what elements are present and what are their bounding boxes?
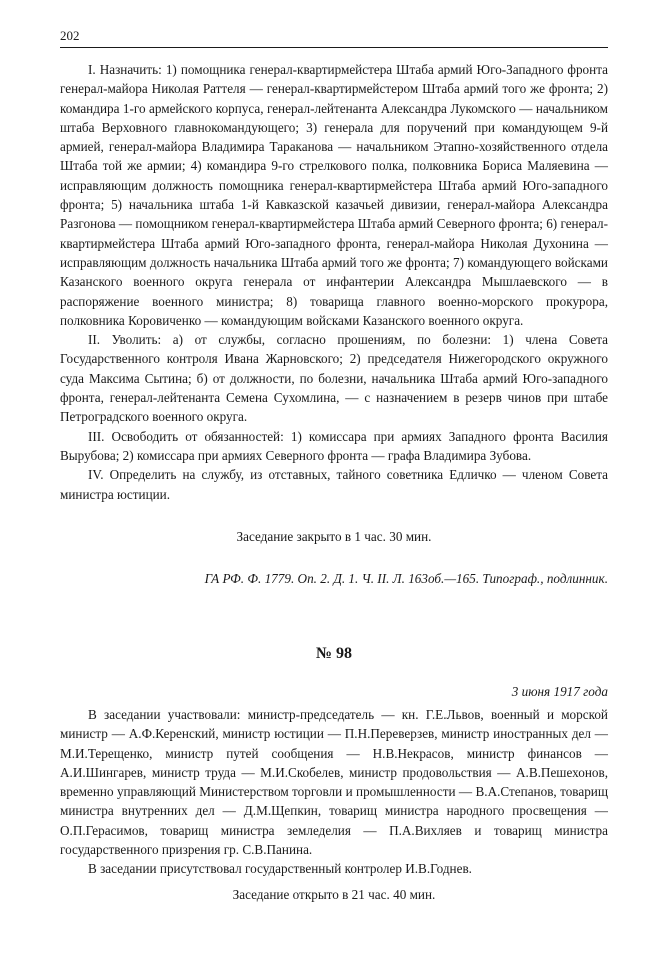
- document-98-body: [60, 705, 608, 879]
- meeting-closed-note: Заседание закрыто в 1 час. 30 мин.: [236, 529, 432, 544]
- paragraph-release: III. Освободить от обязанностей: 1) комиссара при армиях Западного фронта Василия Вырубова; 2) комиссара при армиях Северного фронта — графа Владимира Зубова.: [60, 428, 608, 463]
- paragraph-participants: В заседании участвовали: министр-председатель — кн. Г.Е.Львов, военный и морской министр — А.Ф.Керенский, министр юстиции — П.Н.Переверзев, министр иностранных дел — М.И.Терещенко, министр путей сообщения — Н.В.Некрасов, министр финансов — А.И.Шингарев, министр труда — М.И.Скобелев, министр продовольствия — А.В.Пешехонов, временно управляющий Министерством торговли и промышленности — В.А.Степанов, товарищ министра внутренних дел — Д.М.Щепкин, товарищ министра народного просвещения — О.П.Герасимов, товарищ министра земледелия — П.А.Вихляев и товарищ министра государственного призрения гр. С.В.Панина.: [60, 707, 608, 858]
- archive-source-reference: ГА РФ. Ф. 1779. Оп. 2. Д. 1. Ч. II. Л. 163об.—165. Типограф., подлинник.: [204, 571, 608, 586]
- paragraph-dismiss: II. Уволить: а) от службы, согласно прошениям, по болезни: 1) члена Совета Государственного контроля Ивана Жарновского; 2) председателя Нижегородского окружного суда Максима Сытина; б) от должности, по болезни, начальника Штаба армий Юго-западного фронта, генерал-лейтенанта Семена Сухомлина, — с назначением в резерв чинов при штабе Петроградского военного округа.: [60, 332, 608, 425]
- paragraph-appoint: I. Назначить: 1) помощника генерал-квартирмейстера Штаба армий Юго-Западного фронта генерал-майора Николая Раттеля — генерал-квартирмейстером Штаба армий того же фронта; 2) командира 1-го армейского корпуса, генерал-лейтенанта Александра Лукомского — начальником штаба Верховного главнокомандующего; 3) генерала для поручений при командующем 9-й армией, генерал-майора Владимира Тараканова — начальником Этапно-хозяйственного отдела Штаба той же армии; 4) командира 9-го стрелкового полка, полковника Бориса Маляевина — исправляющим должность помощника генерал-квартирмейстера Штаба армий Юго-западного фронта; 5) начальника штаба 1-й Кавказской казачьей дивизии, генерал-майора Александра Разгонова — помощником генерал-квартирмейстера Штаба армий Северного фронта; 6) генерал-квартирмейстера Штаба армий Юго-западного фронта, генерал-майора Николая Духонина — исправляющим должность начальника Штаба армий того же фронта; 7) командующего войсками Казанского военного округа генерала от инфантерии Александра Мышлаевского — в распоряжение военного министра; 8) товарища главного военно-морского прокурора, полковника Коровиченко — командующим войсками Казанского военного округа.: [60, 62, 609, 328]
- resolution-body: [60, 60, 608, 504]
- meeting-opened-note: Заседание открыто в 21 час. 40 мин.: [232, 887, 436, 902]
- paragraph-attendee: В заседании присутствовал государственный контролер И.В.Годнев.: [88, 861, 472, 877]
- paragraph-assign: IV. Определить на службу, из отставных, тайного советника Едличко — членом Совета министра юстиции.: [60, 467, 608, 502]
- document-date: 3 июня 1917 года: [511, 684, 608, 699]
- header-rule: [60, 47, 608, 48]
- document-number-heading: № 98: [315, 645, 353, 662]
- page-number: 202: [60, 28, 80, 43]
